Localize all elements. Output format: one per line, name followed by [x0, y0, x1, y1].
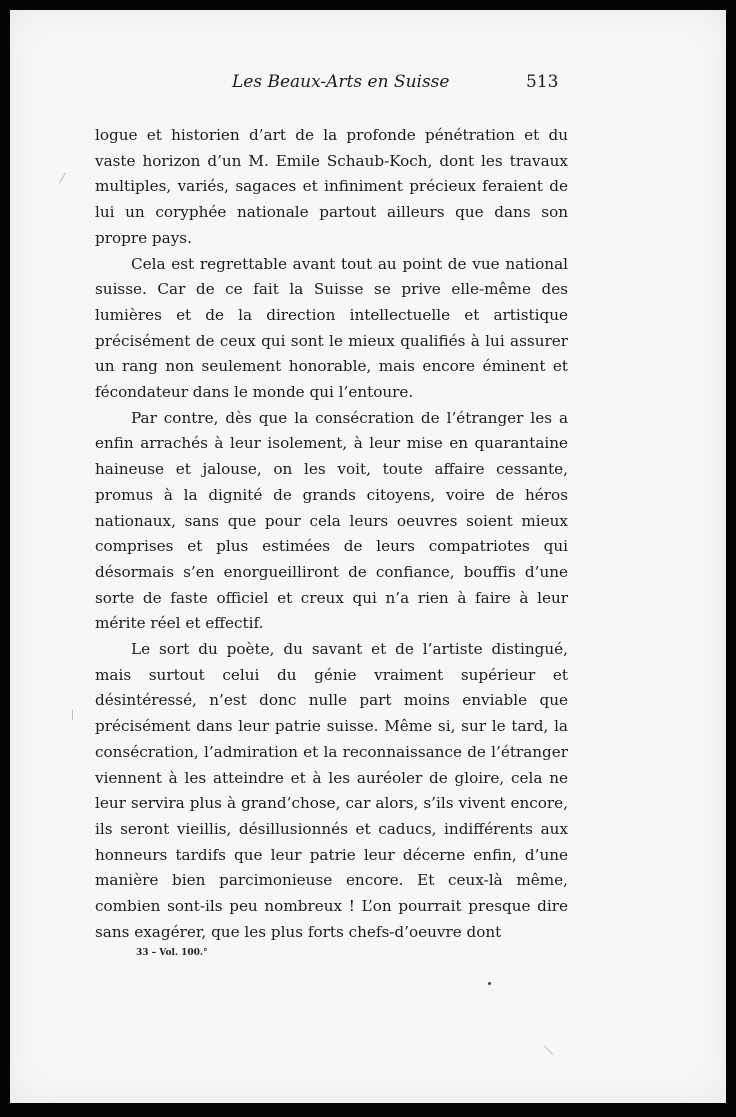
paragraph-continued: logue et historien d’art de la profonde pénétration et du vaste horizon d’un M. Emile Schaub-Koch, dont les travaux multiples, variés, sagaces et infiniment précieux feraient de lui un coryphée nationale partout ailleurs que dans son propre pays.: [95, 126, 568, 247]
printer-signature: 33 – Vol. 100.°: [136, 948, 208, 958]
body-text: [95, 123, 568, 946]
paragraph: Le sort du poète, du savant et de l’artiste distingué, mais surtout celui du génie vraiment supérieur et désintéressé, n’est donc nulle part moins enviable que précisément dans leur patrie suisse. Même si, sur le tard, la consécration, l’admiration et la reconnaissance de l’étranger viennent à les atteindre et à les auréoler de gloire, cela ne leur servira plus à grand’chose, car alors, s’ils vivent encore, ils seront vieillis, désillusionnés et caducs, indifférents aux honneurs tardifs que leur patrie leur décerne enfin, d’une manière bien parcimonieuse encore. Et ceux-là même, combien sont-ils peu nombreux ! L’on pourrait presque dire sans exagérer, que les plus forts chefs-d’oeuvre dont: [95, 640, 568, 941]
book-page: [10, 10, 726, 1103]
running-title: Les Beaux-Arts en Suisse: [232, 72, 450, 92]
page-number: 513: [526, 72, 559, 92]
paragraph: Cela est regrettable avant tout au point de vue national suisse. Car de ce fait la Suisse se prive elle-même des lumières et de la direction intellectuelle et artistique précisément de ceux qui sont le mieux qualifiés à lui assurer un rang non seulement honorable, mais encore éminent et fécondateur dans le monde qui l’entoure.: [95, 254, 568, 402]
paragraph: Par contre, dès que la consécration de l’étranger les a enfin arrachés à leur isolement, à leur mise en quarantaine haineuse et jalouse, on les voit, toute affaire cessante, promus à la dignité de grands citoyens, voire de héros nationaux, sans que pour cela leurs oeuvres soient mieux comprises et plus estimées de leurs compatriotes qui désormais s’en enorgueilliront de confiance, bouffis d’une sorte de faste officiel et creux qui n’a rien à faire à leur mérite réel et effectif.: [95, 408, 568, 633]
page-header: [10, 72, 726, 102]
scan-scratch: [544, 1045, 553, 1054]
scan-scratch: [59, 173, 66, 184]
scan-speck: [488, 982, 491, 985]
scan-scratch: [72, 710, 73, 720]
